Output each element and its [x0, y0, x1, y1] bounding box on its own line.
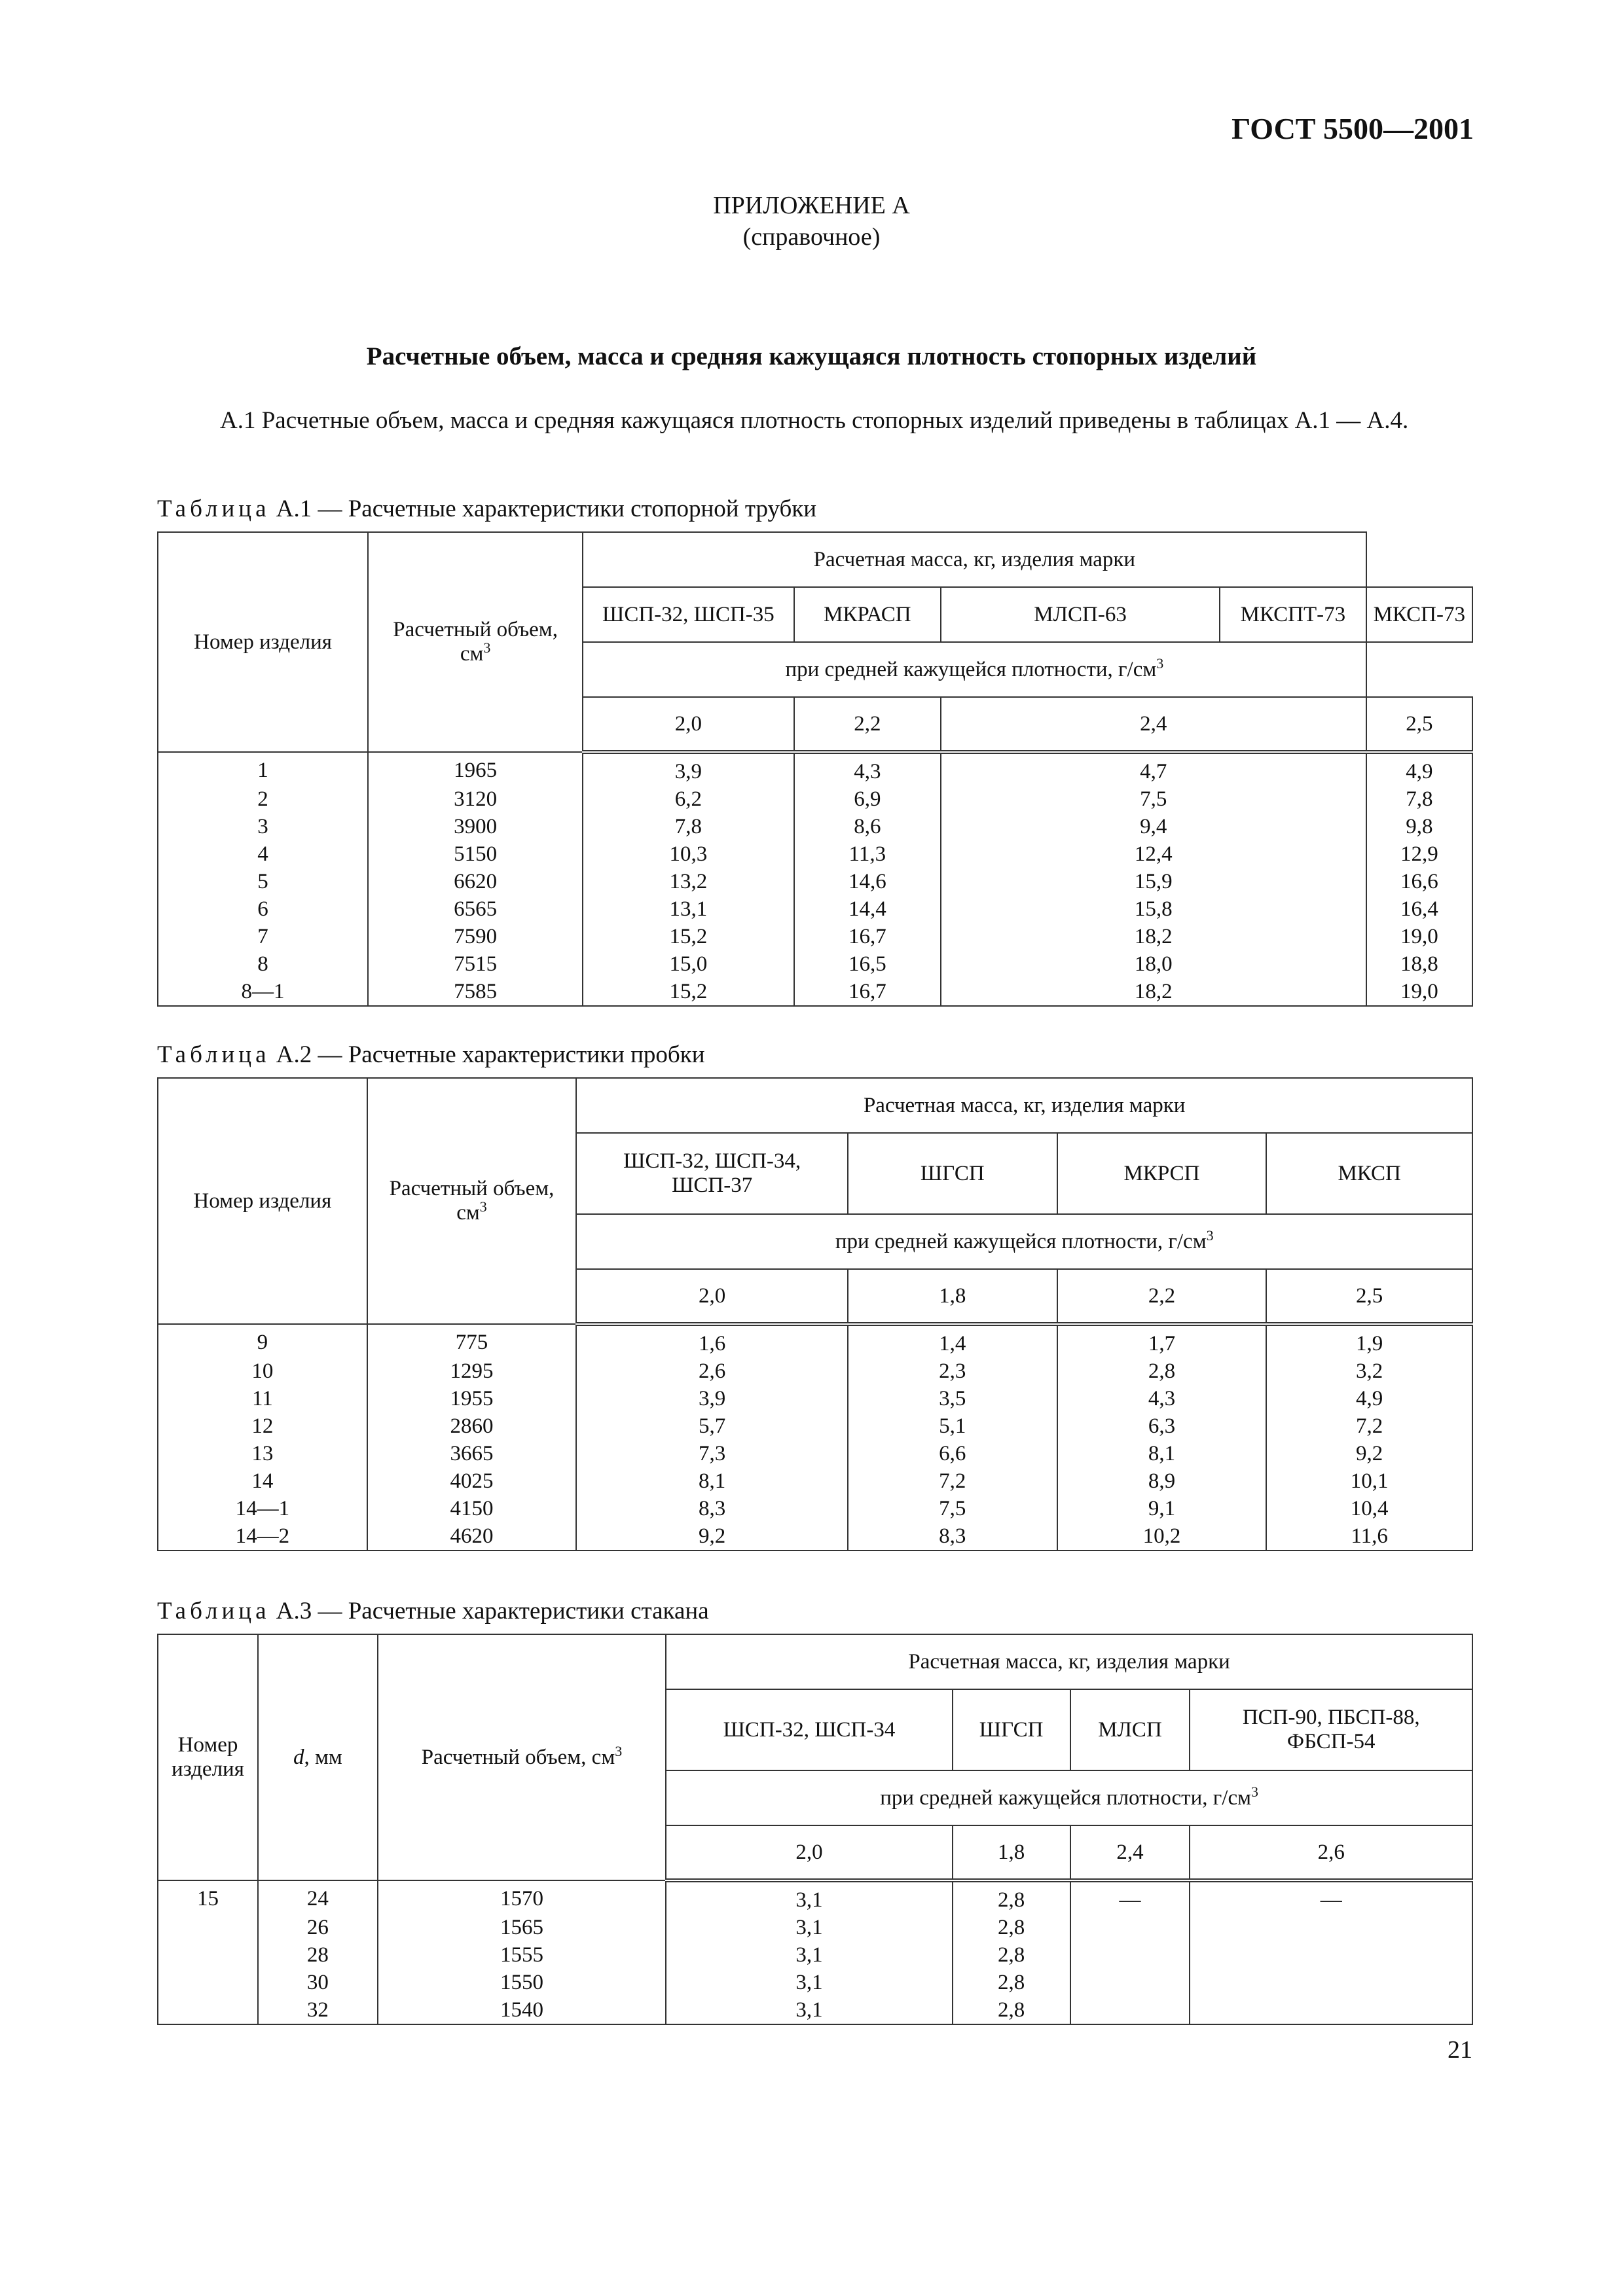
table-cell: 2,8 — [953, 1941, 1070, 1969]
table-cell — [1190, 1914, 1472, 1941]
table-cell — [1070, 1969, 1190, 1996]
table-cell: 1565 — [378, 1914, 666, 1941]
header-text: , мм — [304, 1745, 342, 1769]
table-cell: 6,2 — [583, 785, 794, 813]
table-cell: 1955 — [367, 1385, 577, 1412]
header-mass: Расчетная масса, кг, изделия марки — [666, 1634, 1472, 1689]
table-cell: 7,8 — [583, 813, 794, 840]
table-cell: 5 — [158, 868, 368, 895]
appendix-subtitle: (справочное) — [742, 223, 881, 251]
header-mass: Расчетная масса, кг, изделия марки — [576, 1078, 1472, 1133]
table-cell: 5150 — [368, 840, 583, 868]
caption-label: Таблица — [157, 1598, 270, 1624]
header-item-number: Номер изделия — [158, 1078, 367, 1324]
table-row — [158, 1412, 1472, 1440]
table-a2-caption — [157, 1041, 705, 1069]
table-cell — [158, 1996, 258, 2024]
table-cell: 4,3 — [1057, 1385, 1267, 1412]
table-cell: 1,9 — [1266, 1324, 1472, 1357]
table-cell: 4150 — [367, 1495, 577, 1522]
density-value: 2,5 — [1366, 697, 1472, 752]
table-cell: 2,8 — [953, 1969, 1070, 1996]
table-cell: 2860 — [367, 1412, 577, 1440]
table-cell: 15,2 — [583, 923, 794, 950]
header-volume — [368, 532, 583, 752]
section-title: Расчетные объем, масса и средняя кажущаяся плотность стопорных изделий — [366, 342, 1257, 370]
table-a2 — [157, 1077, 1473, 1551]
table-row — [158, 752, 1472, 785]
table-cell: 1570 — [378, 1880, 666, 1914]
header-text: 3 — [479, 1198, 487, 1215]
header-text: Расчетный объем, — [389, 1177, 555, 1200]
table-cell: 19,0 — [1366, 923, 1472, 950]
table-cell: 3,5 — [848, 1385, 1057, 1412]
table-cell — [1070, 1996, 1190, 2024]
table-cell: 10,3 — [583, 840, 794, 868]
table-cell: 9 — [158, 1324, 367, 1357]
table-cell: 1,7 — [1057, 1324, 1267, 1357]
brand-header: МКРСП — [1057, 1133, 1267, 1214]
table-row — [158, 1969, 1472, 1996]
table-cell: 12 — [158, 1412, 367, 1440]
table-cell: 9,1 — [1057, 1495, 1267, 1522]
table-cell: 13,2 — [583, 868, 794, 895]
table-cell: 9,2 — [1266, 1440, 1472, 1467]
table-cell: 4,3 — [794, 752, 941, 785]
table-cell: 4 — [158, 840, 368, 868]
table-cell: 19,0 — [1366, 978, 1472, 1006]
table-cell: 4025 — [367, 1467, 577, 1495]
table-cell: 5,1 — [848, 1412, 1057, 1440]
table-cell: 6,9 — [794, 785, 941, 813]
table-cell: 8,3 — [576, 1495, 848, 1522]
table-cell: 1295 — [367, 1357, 577, 1385]
table-cell: 30 — [258, 1969, 378, 1996]
table-cell: 15,2 — [583, 978, 794, 1006]
table-cell: 4,9 — [1366, 752, 1472, 785]
table-row — [158, 923, 1472, 950]
table-cell: 3,2 — [1266, 1357, 1472, 1385]
table-cell: 3,1 — [666, 1969, 952, 1996]
table-cell: 1555 — [378, 1941, 666, 1969]
table-row — [158, 868, 1472, 895]
table-cell: 1,6 — [576, 1324, 848, 1357]
table-cell: 10 — [158, 1357, 367, 1385]
caption-text: А.2 — Расчетные характеристики пробки — [270, 1041, 705, 1068]
table-row — [158, 978, 1472, 1006]
table-cell: 775 — [367, 1324, 577, 1357]
table-cell — [1070, 1914, 1190, 1941]
header-text: 3 — [615, 1742, 623, 1759]
brand-header: ШСП-32, ШСП-34, ШСП-37 — [576, 1133, 848, 1214]
density-value: 1,8 — [848, 1269, 1057, 1324]
table-cell: 3120 — [368, 785, 583, 813]
table-cell: 16,7 — [794, 978, 941, 1006]
table-row — [158, 1440, 1472, 1467]
brand-header: МКСПТ-73 — [1220, 587, 1366, 642]
header-density — [576, 1214, 1472, 1269]
table-cell: 3900 — [368, 813, 583, 840]
table-cell — [1190, 1996, 1472, 2024]
header-text: при средней кажущейся плотности, г/см — [880, 1785, 1251, 1810]
intro-paragraph: А.1 Расчетные объем, масса и средняя кажущаяся плотность стопорных изделий приведены в таблицах А.1 — А.4. — [220, 407, 1409, 434]
header-volume — [378, 1634, 666, 1880]
table-cell: 2 — [158, 785, 368, 813]
table-cell: 12,4 — [941, 840, 1366, 868]
header-text: 3 — [1251, 1783, 1258, 1800]
table-row — [158, 1324, 1472, 1357]
table-cell: 15 — [158, 1880, 258, 1914]
table-cell: 16,7 — [794, 923, 941, 950]
table-cell: 9,8 — [1366, 813, 1472, 840]
table-row — [158, 1941, 1472, 1969]
density-value: 2,0 — [583, 697, 794, 752]
table-cell: 3,1 — [666, 1880, 952, 1914]
table-row — [158, 813, 1472, 840]
table-cell: 15,8 — [941, 895, 1366, 923]
table-row — [158, 1357, 1472, 1385]
table-cell: 14 — [158, 1467, 367, 1495]
table-cell: 8,1 — [1057, 1440, 1267, 1467]
table-cell: 7590 — [368, 923, 583, 950]
header-text: 3 — [483, 639, 491, 656]
density-value: 2,0 — [666, 1825, 952, 1880]
table-cell: 7,2 — [848, 1467, 1057, 1495]
table-cell: 2,3 — [848, 1357, 1057, 1385]
table-a1 — [157, 531, 1473, 1007]
table-row — [158, 1880, 1472, 1914]
table-cell: 10,1 — [1266, 1467, 1472, 1495]
table-row — [158, 1996, 1472, 2024]
header-text: Расчетный объем, см — [421, 1745, 615, 1769]
table-cell: 8,9 — [1057, 1467, 1267, 1495]
table-cell: 7 — [158, 923, 368, 950]
brand-header: МКРАСП — [794, 587, 941, 642]
table-cell: 6,6 — [848, 1440, 1057, 1467]
table-cell — [158, 1914, 258, 1941]
table-cell: 8,1 — [576, 1467, 848, 1495]
table-cell: 13,1 — [583, 895, 794, 923]
table-cell: 3,1 — [666, 1914, 952, 1941]
header-text: Расчетный объем, — [393, 618, 558, 641]
table-cell: 16,5 — [794, 950, 941, 978]
header-text: при средней кажущейся плотности, г/см — [835, 1229, 1207, 1253]
table-cell — [1190, 1969, 1472, 1996]
header-density — [583, 642, 1366, 697]
table-cell: 28 — [258, 1941, 378, 1969]
table-cell: 24 — [258, 1880, 378, 1914]
table-cell: 4,7 — [941, 752, 1366, 785]
table-cell: 15,9 — [941, 868, 1366, 895]
header-density — [666, 1770, 1472, 1825]
density-value: 2,2 — [794, 697, 941, 752]
table-cell: 6565 — [368, 895, 583, 923]
table-cell: 18,8 — [1366, 950, 1472, 978]
table-cell: 18,2 — [941, 923, 1366, 950]
table-cell: 3 — [158, 813, 368, 840]
table-a3 — [157, 1634, 1473, 2025]
table-cell: 7,5 — [848, 1495, 1057, 1522]
caption-text: А.1 — Расчетные характеристики стопорной трубки — [270, 495, 817, 522]
table-cell: 3,9 — [576, 1385, 848, 1412]
document-id: ГОСТ 5500—2001 — [1231, 112, 1474, 145]
table-cell: 14,4 — [794, 895, 941, 923]
table-cell: 3,9 — [583, 752, 794, 785]
header-text: см — [456, 1201, 480, 1225]
table-cell: 4620 — [367, 1522, 577, 1551]
table-cell: 6,3 — [1057, 1412, 1267, 1440]
table-row — [158, 1522, 1472, 1551]
table-cell: 11,6 — [1266, 1522, 1472, 1551]
header-mass: Расчетная масса, кг, изделия марки — [583, 532, 1366, 587]
table-cell: 16,6 — [1366, 868, 1472, 895]
table-cell: 18,0 — [941, 950, 1366, 978]
density-value: 2,6 — [1190, 1825, 1472, 1880]
table-cell: 1 — [158, 752, 368, 785]
table-cell — [158, 1941, 258, 1969]
table-cell: 4,9 — [1266, 1385, 1472, 1412]
table-cell: 1965 — [368, 752, 583, 785]
brand-header: МКСП — [1266, 1133, 1472, 1214]
density-value: 2,5 — [1266, 1269, 1472, 1324]
table-cell: 10,4 — [1266, 1495, 1472, 1522]
table-cell: 11 — [158, 1385, 367, 1412]
table-cell: 2,8 — [1057, 1357, 1267, 1385]
brand-header: ПСП-90, ПБСП-88, ФБСП-54 — [1190, 1689, 1472, 1770]
table-cell: 8,6 — [794, 813, 941, 840]
brand-header: ШСП-32, ШСП-35 — [583, 587, 794, 642]
table-cell — [1190, 1941, 1472, 1969]
table-cell: 7,3 — [576, 1440, 848, 1467]
table-cell: 7,8 — [1366, 785, 1472, 813]
table-cell: 9,2 — [576, 1522, 848, 1551]
brand-header: МЛСП-63 — [941, 587, 1220, 642]
table-cell: 26 — [258, 1914, 378, 1941]
table-cell: 7,2 — [1266, 1412, 1472, 1440]
header-item-number: Номер изделия — [158, 1634, 258, 1880]
table-cell: 14,6 — [794, 868, 941, 895]
table-cell: 8,3 — [848, 1522, 1057, 1551]
header-d — [258, 1634, 378, 1880]
table-cell: 5,7 — [576, 1412, 848, 1440]
table-cell — [158, 1969, 258, 1996]
table-cell: 2,8 — [953, 1914, 1070, 1941]
header-text: при средней кажущейся плотности, г/см — [785, 657, 1157, 681]
table-cell: 3665 — [367, 1440, 577, 1467]
table-cell: 18,2 — [941, 978, 1366, 1006]
table-row — [158, 840, 1472, 868]
page-number: 21 — [1448, 2036, 1472, 2064]
density-value: 1,8 — [953, 1825, 1070, 1880]
header-text: 3 — [1206, 1227, 1214, 1244]
table-row — [158, 950, 1472, 978]
density-value: 2,4 — [1070, 1825, 1190, 1880]
table-cell: — — [1070, 1880, 1190, 1914]
appendix-title: ПРИЛОЖЕНИЕ А — [713, 192, 910, 219]
density-value: 2,0 — [576, 1269, 848, 1324]
table-cell: 1550 — [378, 1969, 666, 1996]
table-cell: 8 — [158, 950, 368, 978]
table-cell — [1070, 1941, 1190, 1969]
appendix-heading — [0, 190, 1623, 253]
header-text: 3 — [1156, 655, 1164, 672]
header-text: см — [460, 642, 484, 666]
table-cell: 15,0 — [583, 950, 794, 978]
table-cell: 3,1 — [666, 1941, 952, 1969]
table-cell: 7585 — [368, 978, 583, 1006]
table-a3-caption — [157, 1597, 709, 1625]
brand-header: МЛСП — [1070, 1689, 1190, 1770]
table-row — [158, 1914, 1472, 1941]
table-cell: 13 — [158, 1440, 367, 1467]
table-cell: 2,6 — [576, 1357, 848, 1385]
header-volume — [367, 1078, 577, 1324]
density-value: 2,4 — [941, 697, 1366, 752]
table-cell: 7515 — [368, 950, 583, 978]
table-cell: — — [1190, 1880, 1472, 1914]
table-cell: 14—2 — [158, 1522, 367, 1551]
table-cell: 2,8 — [953, 1880, 1070, 1914]
brand-header: ШГСП — [953, 1689, 1070, 1770]
table-row — [158, 1495, 1472, 1522]
table-row — [158, 1385, 1472, 1412]
table-cell: 7,5 — [941, 785, 1366, 813]
table-cell: 1,4 — [848, 1324, 1057, 1357]
table-cell: 16,4 — [1366, 895, 1472, 923]
caption-text: А.3 — Расчетные характеристики стакана — [270, 1598, 709, 1624]
table-cell: 3,1 — [666, 1996, 952, 2024]
table-cell: 32 — [258, 1996, 378, 2024]
table-row — [158, 895, 1472, 923]
table-cell: 8—1 — [158, 978, 368, 1006]
table-cell: 12,9 — [1366, 840, 1472, 868]
table-cell: 1540 — [378, 1996, 666, 2024]
density-value: 2,2 — [1057, 1269, 1267, 1324]
header-text: d — [293, 1745, 304, 1769]
brand-header: ШСП-32, ШСП-34 — [666, 1689, 952, 1770]
table-cell: 9,4 — [941, 813, 1366, 840]
table-cell: 10,2 — [1057, 1522, 1267, 1551]
table-row — [158, 785, 1472, 813]
table-cell: 14—1 — [158, 1495, 367, 1522]
brand-header: ШГСП — [848, 1133, 1057, 1214]
table-cell: 6620 — [368, 868, 583, 895]
table-cell: 6 — [158, 895, 368, 923]
brand-header: МКСП-73 — [1366, 587, 1472, 642]
header-item-number: Номер изделия — [158, 532, 368, 752]
table-row — [158, 1467, 1472, 1495]
table-a1-caption — [157, 495, 816, 523]
caption-label: Таблица — [157, 1041, 270, 1068]
table-cell: 2,8 — [953, 1996, 1070, 2024]
table-cell: 11,3 — [794, 840, 941, 868]
caption-label: Таблица — [157, 495, 270, 522]
